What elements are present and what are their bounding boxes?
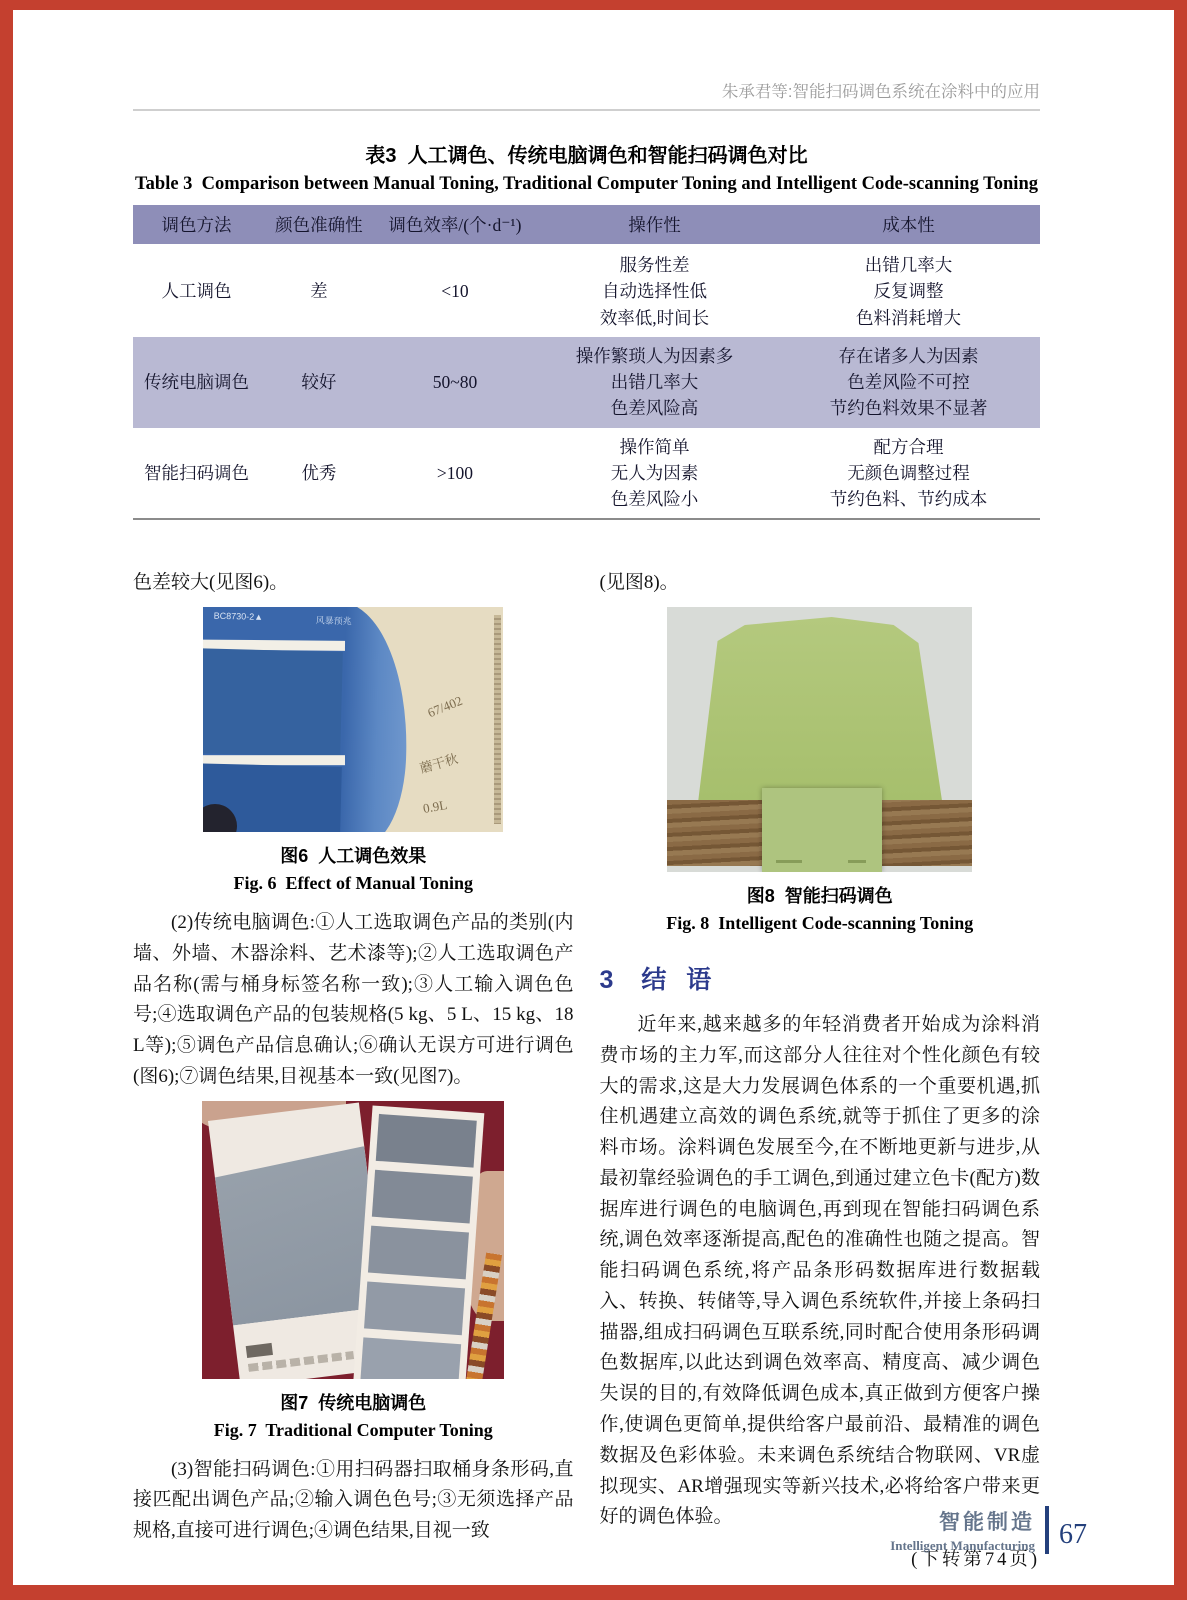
table-row-manual xyxy=(133,245,1040,337)
blue-swatch-mid xyxy=(203,648,343,757)
col-header-cost: 成本性 xyxy=(777,205,1040,245)
left-column xyxy=(133,568,574,1571)
color-fan-deck xyxy=(352,1105,485,1379)
figure7-caption xyxy=(133,1389,574,1441)
figure6 xyxy=(133,607,574,894)
gray-swatch xyxy=(360,1337,461,1379)
gray-swatch xyxy=(376,1114,477,1168)
paragraph-2: (2)传统电脑调色:①人工选取调色产品的类别(内墙、外墙、木器涂料、艺术漆等);②人工选取调色产品名称(需与桶身标签名称一致);③人工输入调色色号;④选取调色产品的包装规格(5 kg、5 L、15 kg、18 L等);⑤调色产品信息确认;⑥确认无误方可进行调色(图6);⑦调色结果,目视基本一致(见图7)。 xyxy=(133,912,574,1087)
figure8-caption xyxy=(600,882,1041,934)
card-label-mark xyxy=(848,860,866,863)
cell-line: 出错几率大 xyxy=(610,372,699,392)
table3-title-cn: 表3 人工调色、传统电脑调色和智能扫码调色对比 xyxy=(365,145,808,167)
cell-line: 效率低,时间长 xyxy=(599,307,710,328)
cell-line: 色差风险高 xyxy=(610,398,699,419)
footer-divider-bar xyxy=(1045,1506,1049,1554)
cell-accuracy: 较好 xyxy=(260,337,378,428)
section-heading-conclusion xyxy=(600,960,1041,996)
cell-line: 色料消耗增大 xyxy=(855,307,961,328)
cell-cost xyxy=(777,337,1040,428)
cell-method: 人工调色 xyxy=(161,281,232,302)
figure6-photo xyxy=(203,607,503,832)
green-color-card xyxy=(762,788,882,872)
table3-title-en: Table 3 Comparison between Manual Toning, Traditional Computer Toning and Intelligent Code-scanning Toning xyxy=(135,174,1038,194)
col-header-operation: 操作性 xyxy=(532,205,777,245)
section-number: 3 xyxy=(599,966,614,995)
color-name-label: 风暴预兆 xyxy=(315,615,353,627)
figure8-caption-en: Fig. 8 Intelligent Code-scanning Toning xyxy=(666,913,974,934)
figure7-photo xyxy=(202,1101,504,1379)
cell-line: 出错几率大 xyxy=(864,255,953,275)
cell-line: 节约色料效果不显著 xyxy=(829,398,988,419)
page-content xyxy=(133,0,1040,1571)
table-row-scancode xyxy=(133,428,1040,520)
gray-swatch xyxy=(364,1281,465,1335)
cell-operation xyxy=(532,337,777,428)
figure8 xyxy=(600,607,1041,934)
cell-line: 存在诸多人为因素 xyxy=(838,345,979,366)
cell-cost xyxy=(777,428,1040,520)
paragraph-3: (3)智能扫码调色:①用扫码器扫取桶身条形码,直接匹配出调色产品;②输入调色色号;③无须选择产品规格,直接可进行调色;④调色结果,目视一致 xyxy=(133,1458,574,1542)
running-head: 朱承君等:智能扫码调色系统在涂料中的应用 xyxy=(721,83,1040,101)
cell-line: 无颜色调整过程 xyxy=(847,462,970,483)
cell-cost xyxy=(777,245,1040,337)
continuation-note: (下转第74页) xyxy=(911,1550,1040,1571)
section-title: 结 语 xyxy=(641,966,714,995)
col-header-accuracy: 颜色准确性 xyxy=(260,205,378,245)
gray-swatch xyxy=(368,1225,469,1279)
blue-color-card xyxy=(203,607,410,832)
figure7-caption-en: Fig. 7 Traditional Computer Toning xyxy=(213,1419,493,1440)
cell-line: 操作简单 xyxy=(619,436,690,457)
figure6-caption-cn: 图6 人工调色效果 xyxy=(280,846,427,867)
paragraph-intro: 色差较大(见图6)。 xyxy=(133,572,289,594)
figure8-photo xyxy=(667,607,972,872)
cell-accuracy: 优秀 xyxy=(260,428,378,520)
figure7-caption-cn: 图7 传统电脑调色 xyxy=(280,1392,427,1413)
cell-line: 无人为因素 xyxy=(610,462,699,483)
label-chip xyxy=(246,1343,273,1358)
cell-operation xyxy=(532,245,777,337)
figure6-caption xyxy=(133,842,574,894)
cell-line: 操作繁琐人为因素多 xyxy=(575,345,734,366)
right-column xyxy=(600,568,1041,1571)
cell-efficiency: 50~80 xyxy=(378,337,532,428)
color-code-label: BC8730-2▲ xyxy=(213,610,264,622)
cell-efficiency: <10 xyxy=(441,281,469,302)
cell-line: 服务性差 xyxy=(619,255,690,275)
cell-line: 色差风险小 xyxy=(610,489,699,509)
cell-line: 配方合理 xyxy=(873,436,944,457)
page-number: 67 xyxy=(1059,1519,1087,1550)
table-row-computer xyxy=(133,337,1040,428)
journal-footer xyxy=(890,1506,1087,1554)
journal-name-en: Intelligent Manufacturing xyxy=(890,1538,1035,1553)
two-column-body xyxy=(133,568,1040,1571)
col-header-efficiency: 调色效率/(个·d⁻¹) xyxy=(378,205,532,245)
cell-line: 色差风险不可控 xyxy=(847,372,970,392)
color-strip-ruler xyxy=(494,615,501,824)
cell-line: 节约色料、节约成本 xyxy=(829,489,988,509)
conclusion-paragraph: 近年来,越来越多的年轻消费者开始成为涂料消费市场的主力军,而这部分人往往对个性化颜色有较大的需求,这是大力发展调色体系的一个重要机遇,抓住机遇建立高效的调色系统,就等于抓住了更多的涂料市场。涂料调色发展至今,在不断地更新与进步,从最初靠经验调色的手工调色,到通过建立色卡(配方)数据库进行调色的电脑调色,再到现在智能扫码调色系统,调色效率逐渐提高,配色的准确性也随之提高。智能扫码调色系统,将产品条形码数据库进行数据载入、转换、转储等,导入调色系统软件,并接上条码扫描器,组成扫码调色互联系统,同时配合使用条形码调色数据库,以此达到调色效率高、精度高、减少调色失误的目的,有效降低调色成本,真正做到方便客户操作,使调色更简单,提供给客户最前沿、最精准的调色数据及色彩体验。未来调色系统结合物联网、VR虚拟现实、AR增强现实等新兴技术,必将给客户带来更好的调色体验。 xyxy=(599,1014,1040,1528)
handwriting: 67/402 xyxy=(425,692,465,721)
figure6-caption-en: Fig. 6 Effect of Manual Toning xyxy=(233,873,474,894)
journal-name-cn: 智能制造 xyxy=(939,1511,1035,1534)
cell-method: 传统电脑调色 xyxy=(133,337,260,428)
cell-accuracy: 差 xyxy=(310,281,328,302)
card-label-mark xyxy=(776,860,802,863)
gray-swatch xyxy=(372,1169,473,1223)
comparison-table xyxy=(133,205,1040,520)
journal-brand xyxy=(890,1506,1035,1554)
cell-line: 反复调整 xyxy=(873,281,944,302)
figure7 xyxy=(133,1101,574,1441)
col-header-method: 调色方法 xyxy=(133,205,260,245)
figure8-caption-cn: 图8 智能扫码调色 xyxy=(746,886,893,907)
handwriting: 蘑干秋 xyxy=(418,750,460,777)
cell-operation xyxy=(532,428,777,520)
cell-method: 智能扫码调色 xyxy=(133,428,260,520)
table-header-row xyxy=(133,205,1040,245)
cell-line: 自动选择性低 xyxy=(602,281,707,302)
header-divider xyxy=(133,109,1040,111)
cell-efficiency: >100 xyxy=(378,428,532,520)
green-painted-panel xyxy=(695,617,943,817)
paragraph-continuation: (见图8)。 xyxy=(599,572,679,594)
handwriting: 0.9L xyxy=(422,797,449,817)
